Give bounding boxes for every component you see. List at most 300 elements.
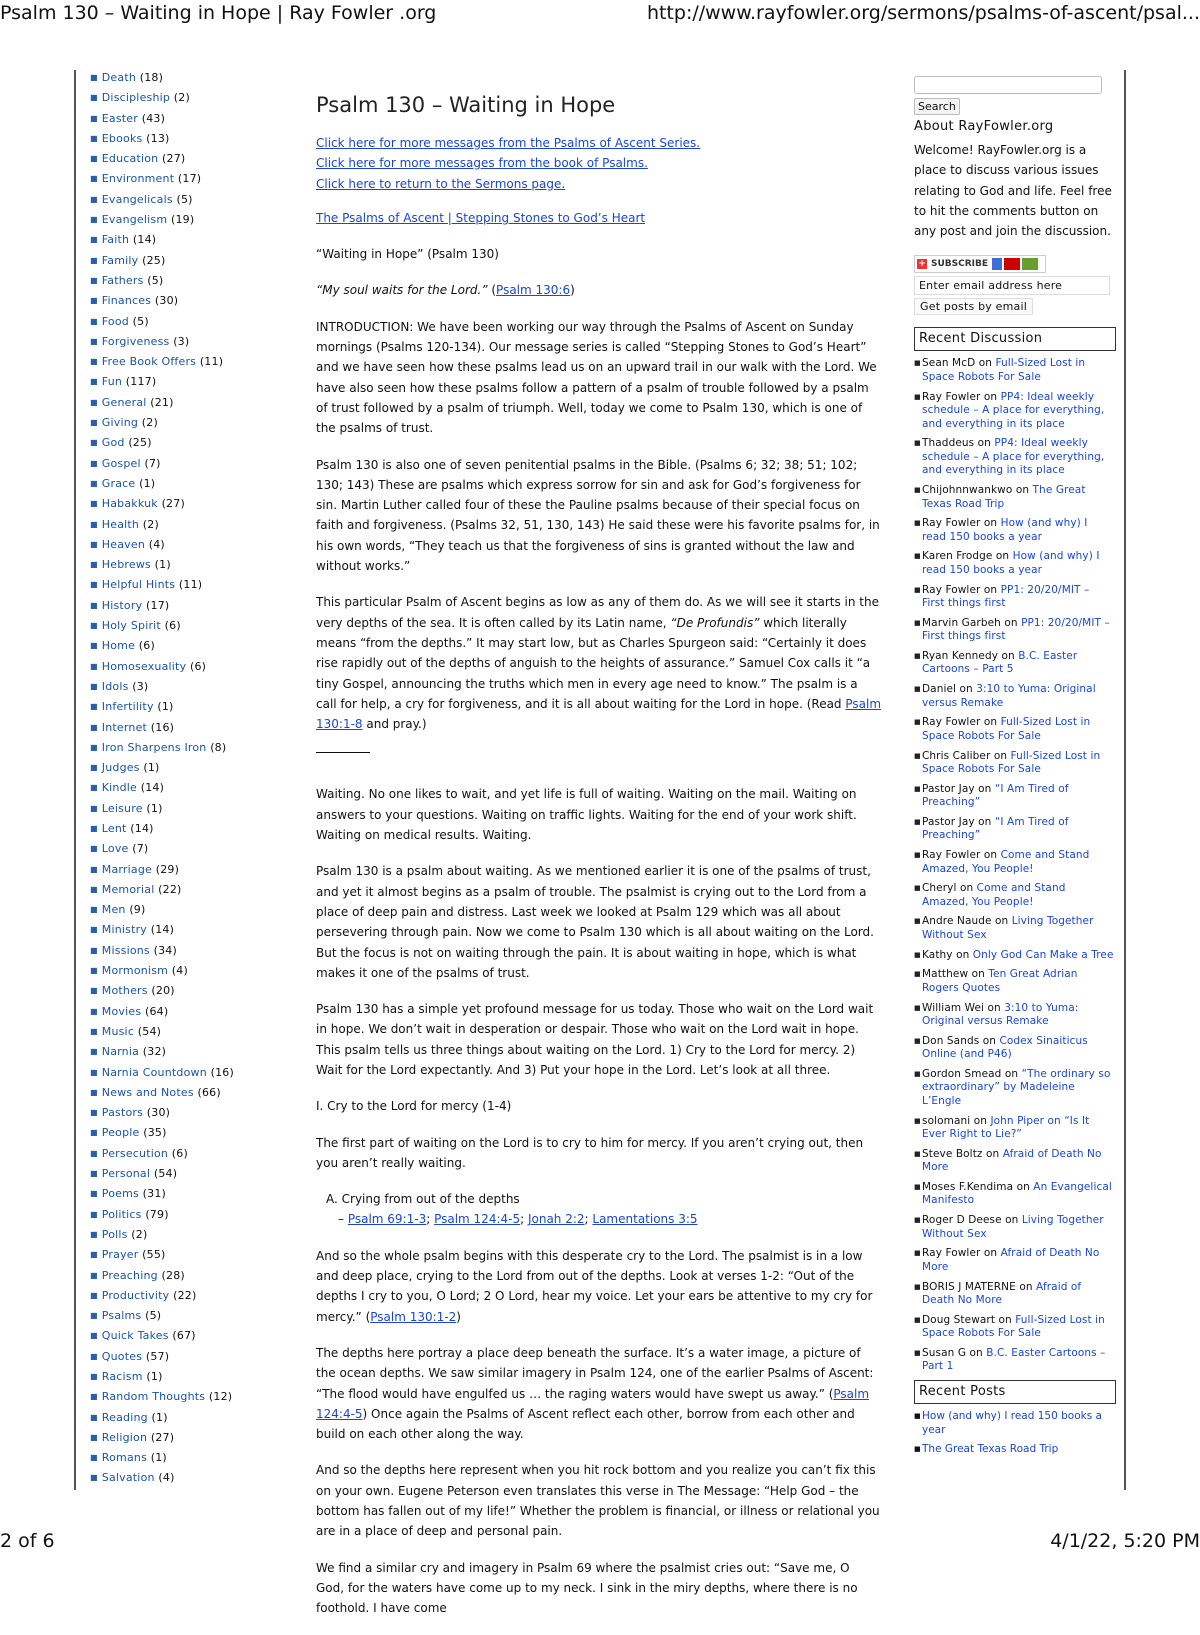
category-link[interactable]: God — [101, 436, 125, 450]
on-text: on — [975, 357, 996, 370]
bullet-icon: ■ — [90, 661, 98, 671]
category-link[interactable]: Prayer — [101, 1248, 139, 1262]
category-item — [90, 433, 290, 453]
recent-discussion-item — [914, 1281, 1114, 1308]
category-link[interactable]: Leisure — [101, 801, 143, 815]
category-item — [90, 920, 290, 940]
epigraph-ref-link[interactable]: Psalm 130:6 — [496, 283, 571, 298]
bullet-icon: ■ — [90, 1067, 98, 1077]
comment-post-link[interactable]: PP4: Ideal weekly schedule – A place for everything, and everything in its place — [922, 390, 1105, 430]
comment-post-link[interactable]: B.C. Easter Cartoons – Part 1 — [922, 1346, 1106, 1373]
category-link[interactable]: Ministry — [101, 923, 148, 937]
bullet-icon: ■ — [90, 945, 98, 955]
category-item — [90, 1083, 290, 1103]
psalm-124-4-5-link[interactable]: Psalm 124:4-5 — [316, 1386, 870, 1421]
category-link[interactable]: Music — [101, 1024, 135, 1038]
category-count: (27) — [161, 497, 185, 511]
right-sidebar — [914, 76, 1114, 1463]
bullet-icon: ■ — [914, 519, 921, 528]
category-link[interactable]: Environment — [101, 172, 175, 186]
category-link[interactable]: Grace — [101, 476, 136, 490]
category-count: (16) — [150, 720, 175, 734]
comment-post-link[interactable]: Full-Sized Lost in Space Robots For Sale — [922, 357, 1086, 383]
category-link[interactable]: People — [101, 1126, 140, 1140]
comment-post-link[interactable]: Come and Stand Amazed, You People! — [922, 882, 1066, 908]
category-link[interactable]: Idols — [101, 679, 129, 693]
epigraph-quote: “My soul waits for the Lord.” — [316, 283, 488, 298]
comment-post-link[interactable]: Full-Sized Lost in Space Robots For Sale — [922, 749, 1101, 776]
category-link[interactable]: Heaven — [101, 537, 145, 551]
category-item — [90, 616, 290, 636]
bullet-icon: ■ — [90, 702, 98, 712]
bullet-icon: ■ — [90, 986, 98, 996]
content-right-border — [1124, 70, 1126, 1490]
series-title-link[interactable]: The Psalms of Ascent | Stepping Stones to God’s Heart — [316, 210, 646, 225]
category-link[interactable]: Preaching — [101, 1268, 158, 1282]
bullet-icon: ■ — [914, 851, 921, 860]
comment-post-link[interactable]: How (and why) I read 150 books a year — [922, 550, 1100, 576]
paragraph-psalm-about-waiting: Psalm 130 is a psalm about waiting. As we mentioned earlier it is one of the psalms of trust, and yet it almost begins as a psalm of trouble. The psalmist is crying out to the Lord from a place of deep pain and distress. Last week we looked at Psalm 129 which was all about persevering through pain. Now we come to Psalm 130 which is all about waiting on the Lord. But the focus is not on waiting through the pain. It is about waiting in hope, which is what makes it one of the psalms of trust. — [316, 864, 874, 980]
bullet-icon: ■ — [914, 1249, 921, 1258]
recent-discussion-item — [914, 849, 1114, 876]
category-link[interactable]: Evangelicals — [101, 192, 173, 206]
category-link[interactable]: Infertility — [101, 700, 154, 714]
paragraph-three-things: Psalm 130 has a simple yet profound message for us today. Those who wait on the Lord wait in hope. We don’t wait in desperation or despair. Those who wait on the Lord wait in hope. This psalm tells us three things about waiting on the Lord. 1) Cry to the Lord for mercy. 2) Wait for the Lord expectantly. And 3) Put your hope in the Lord. Let’s look at all three. — [316, 1002, 874, 1077]
category-count: (4) — [148, 537, 165, 551]
search-input[interactable] — [914, 76, 1102, 94]
category-count: (2) — [131, 1227, 148, 1241]
category-link[interactable]: Romans — [101, 1451, 148, 1465]
category-item — [90, 494, 290, 514]
category-link[interactable]: Narnia Countdown — [101, 1065, 207, 1079]
categories-sidebar — [90, 68, 290, 1489]
category-link[interactable]: Internet — [101, 720, 148, 734]
category-link[interactable]: Missions — [101, 943, 150, 957]
comment-post-link[interactable]: Full-Sized Lost in Space Robots For Sale — [922, 1313, 1105, 1340]
comment-author: Steve Boltz — [922, 1147, 983, 1160]
comment-post-link[interactable]: John Piper on “Is It Ever Right to Lie?” — [922, 1114, 1090, 1141]
comment-post-link[interactable]: Afraid of Death No More — [922, 1247, 1100, 1273]
bullet-icon: ■ — [90, 864, 98, 874]
print-page-number: 2 of 6 — [0, 1530, 55, 1552]
category-count: (4) — [158, 1471, 175, 1485]
category-link[interactable]: Finances — [101, 294, 152, 308]
category-count: (79) — [145, 1207, 169, 1221]
category-count: (5) — [147, 273, 164, 287]
bullet-icon: ■ — [914, 685, 921, 694]
recent-discussion-item — [914, 1035, 1114, 1062]
comment-post-link[interactable]: “The ordinary so extraordinary” by Madeleine L’Engle — [922, 1067, 1111, 1107]
category-count: (57) — [145, 1349, 170, 1363]
paragraph-de-profundis — [316, 592, 881, 734]
category-count: (28) — [161, 1268, 185, 1282]
category-count: (30) — [146, 1106, 171, 1120]
comment-post-link[interactable]: PP1: 20/20/MIT – First things first — [922, 583, 1090, 610]
bullet-icon: ■ — [90, 93, 98, 103]
bullet-icon: ■ — [90, 1148, 98, 1158]
bullet-icon: ■ — [914, 1149, 921, 1158]
category-link[interactable]: Free Book Offers — [101, 355, 197, 369]
category-link[interactable]: Education — [101, 152, 159, 166]
about-title: About RayFowler.org — [914, 119, 1054, 134]
category-count: (5) — [176, 192, 193, 206]
bullet-icon: ■ — [914, 618, 921, 627]
category-link[interactable]: Random Thoughts — [101, 1390, 206, 1404]
category-link[interactable]: Iron Sharpens Iron — [101, 740, 207, 754]
on-text: on — [980, 390, 1001, 403]
category-item — [90, 454, 290, 474]
category-item — [90, 230, 290, 250]
category-link[interactable]: Mothers — [101, 984, 148, 998]
category-count: (1) — [146, 1370, 163, 1383]
recent-discussion-item — [914, 1148, 1114, 1175]
category-item — [90, 291, 290, 311]
category-link[interactable]: Personal — [101, 1167, 151, 1181]
category-item — [90, 860, 290, 880]
bullet-icon: ■ — [90, 1128, 98, 1138]
get-posts-by-email-button[interactable]: Get posts by email — [914, 298, 1033, 315]
bullet-icon: ■ — [914, 439, 921, 448]
bullet-icon: ■ — [90, 1229, 98, 1239]
category-link[interactable]: Reading — [101, 1410, 148, 1424]
comment-author: Daniel — [922, 683, 957, 696]
category-count: (1) — [154, 558, 171, 572]
comment-author: Cheryl — [922, 882, 957, 895]
comment-post-link[interactable]: PP4: Ideal weekly schedule – A place for everything, and everything in its place — [922, 437, 1105, 477]
category-item — [90, 312, 290, 332]
category-link[interactable]: Hebrews — [101, 558, 151, 572]
on-text: on — [970, 1114, 991, 1127]
category-link[interactable]: Love — [101, 842, 129, 856]
category-item — [90, 515, 290, 535]
comment-post-link[interactable]: Living Together Without Sex — [922, 915, 1094, 941]
comment-post-link[interactable]: 3:10 to Yuma: Original versus Remake — [922, 1001, 1079, 1028]
recent-discussion-item — [914, 1181, 1114, 1208]
category-item — [90, 535, 290, 555]
category-link[interactable]: Movies — [101, 1004, 142, 1018]
series-links — [316, 133, 881, 194]
bullet-icon: ■ — [914, 917, 921, 926]
section-divider — [316, 752, 370, 753]
comment-post-link[interactable]: “I Am Tired of Preaching” — [922, 815, 1069, 842]
bullet-icon: ■ — [90, 1209, 98, 1219]
comment-author: BORIS J MATERNE — [922, 1280, 1016, 1293]
category-link[interactable]: Death — [101, 71, 137, 84]
on-text: on — [982, 1147, 1003, 1160]
bullet-icon: ■ — [90, 560, 98, 570]
comment-author: Marvin Garbeh — [922, 616, 1001, 629]
bullet-icon: ■ — [90, 418, 98, 428]
category-link[interactable]: History — [101, 598, 143, 612]
category-item — [90, 1326, 290, 1346]
bullet-icon: ■ — [90, 844, 98, 854]
category-item — [90, 88, 290, 108]
category-item — [90, 941, 290, 961]
on-text: on — [974, 782, 995, 795]
category-link[interactable]: Health — [101, 517, 140, 531]
bullet-icon: ■ — [90, 1047, 98, 1057]
bullet-icon: ■ — [914, 718, 921, 727]
category-link[interactable]: Kindle — [101, 781, 138, 795]
category-link[interactable]: Homosexuality — [101, 659, 187, 673]
category-count: (20) — [151, 984, 175, 998]
text-run: ) — [456, 1309, 461, 1324]
category-link[interactable]: General — [101, 395, 147, 409]
recent-discussion-item — [914, 1068, 1114, 1109]
category-link[interactable]: Quotes — [101, 1349, 143, 1363]
category-link[interactable]: Food — [101, 314, 129, 328]
print-datetime: 4/1/22, 5:20 PM — [1050, 1530, 1200, 1552]
bullet-icon: ■ — [90, 438, 98, 448]
comment-post-link[interactable]: PP1: 20/20/MIT – First things first — [922, 616, 1110, 643]
comment-author: Doug Stewart — [922, 1313, 996, 1326]
comment-author: Pastor Jay — [922, 782, 975, 795]
comment-author: Ray Fowler — [922, 583, 981, 596]
category-link[interactable]: Productivity — [101, 1288, 170, 1302]
category-link[interactable]: News and Notes — [101, 1085, 194, 1099]
comment-author: Kathy — [922, 948, 953, 961]
category-item — [90, 880, 290, 900]
on-text: on — [974, 437, 995, 450]
print-footer — [0, 1528, 1200, 1554]
comment-post-link[interactable]: Only God Can Make a Tree — [972, 948, 1114, 961]
psalm-130-1-2-link[interactable]: Psalm 130:1-2 — [370, 1309, 457, 1324]
category-count: (13) — [146, 131, 170, 145]
bullet-icon: ■ — [90, 296, 98, 306]
category-count: (25) — [128, 436, 152, 450]
bullet-icon: ■ — [914, 1003, 921, 1012]
category-link[interactable]: Poems — [101, 1187, 139, 1201]
on-text: on — [980, 583, 1001, 596]
category-item — [90, 1164, 290, 1184]
category-link[interactable]: Forgiveness — [101, 334, 170, 348]
category-link[interactable]: Marriage — [101, 862, 152, 876]
comment-post-link[interactable]: Living Together Without Sex — [922, 1214, 1104, 1240]
comment-post-link[interactable]: “I Am Tired of Preaching” — [922, 782, 1069, 809]
recent-discussion-item — [914, 816, 1114, 843]
category-link[interactable]: Ebooks — [101, 131, 143, 145]
category-link[interactable]: Home — [101, 639, 136, 653]
category-count: (29) — [155, 862, 180, 876]
category-link[interactable]: Polls — [101, 1227, 128, 1241]
category-count: (14) — [150, 923, 175, 937]
on-text: on — [952, 948, 973, 961]
search-button[interactable]: Search — [914, 98, 960, 115]
comment-post-link[interactable]: An Evangelical Manifesto — [922, 1180, 1112, 1207]
comment-post-link[interactable]: Codex Sinaiticus Online (and P46) — [922, 1034, 1088, 1061]
category-link[interactable]: Pastors — [101, 1106, 144, 1120]
comment-post-link[interactable]: 3:10 to Yuma: Original versus Remake — [922, 683, 1096, 709]
psalm-69-link[interactable]: Psalm 69:1-3 — [347, 1212, 427, 1227]
bullet-icon: ■ — [90, 1026, 98, 1036]
bullet-icon: ■ — [90, 275, 98, 285]
category-count: (27) — [150, 1430, 175, 1444]
bullet-icon: ■ — [90, 154, 98, 164]
comment-author: Moses F.Kendima — [922, 1180, 1014, 1193]
category-link[interactable]: Lent — [101, 821, 127, 835]
comment-author: Ray Fowler — [922, 1247, 981, 1260]
category-count: (3) — [173, 334, 190, 348]
bullet-icon: ■ — [90, 1006, 98, 1016]
comment-post-link[interactable]: How (and why) I read 150 books a year — [922, 517, 1088, 543]
category-link[interactable]: Holy Spirit — [101, 619, 161, 633]
comment-author: William Wei — [922, 1001, 985, 1014]
bullet-icon: ■ — [914, 950, 921, 959]
category-item — [90, 839, 290, 859]
bullet-icon: ■ — [914, 1412, 921, 1421]
category-link[interactable]: Mormonism — [101, 964, 169, 978]
print-page-title: Psalm 130 – Waiting in Hope | Ray Fowler .org — [0, 2, 437, 24]
category-link[interactable]: Persecution — [101, 1146, 169, 1160]
recent-post-link[interactable]: The Great Texas Road Trip — [922, 1443, 1059, 1456]
category-item — [90, 372, 290, 392]
comment-author: Karen Frodge — [922, 550, 993, 563]
bullet-icon: ■ — [90, 763, 98, 773]
recent-discussion-item — [914, 882, 1114, 909]
category-item — [90, 1144, 290, 1164]
category-link[interactable]: Fathers — [101, 273, 144, 287]
sermons-page-link[interactable]: Click here to return to the Sermons page. — [316, 176, 566, 191]
jonah-link[interactable]: Jonah 2:2 — [527, 1212, 585, 1227]
category-count: (6) — [138, 639, 155, 653]
on-text: on — [979, 1034, 1000, 1047]
category-link[interactable]: Religion — [101, 1430, 148, 1444]
bullet-icon: ■ — [90, 73, 98, 82]
recent-discussion-item — [914, 750, 1114, 777]
recent-discussion-item — [914, 1214, 1114, 1241]
comment-author: Gordon Smead — [922, 1067, 1002, 1080]
bullet-icon: ■ — [90, 478, 98, 488]
bullet-icon: ■ — [90, 1351, 98, 1361]
category-link[interactable]: Habakkuk — [101, 497, 158, 511]
email-input[interactable]: Enter email address here — [914, 276, 1110, 295]
bullet-icon: ■ — [90, 519, 98, 529]
psalms-of-ascent-series-link[interactable]: Click here for more messages from the Psalms of Ascent Series. — [316, 136, 701, 150]
category-item — [90, 271, 290, 291]
comment-author: Ray Fowler — [922, 716, 981, 729]
category-link[interactable]: Evangelism — [101, 213, 168, 227]
category-link[interactable]: Politics — [101, 1207, 142, 1221]
epigraph — [316, 280, 881, 300]
psalm-130-1-8-link[interactable]: Psalm 130:1-8 — [316, 696, 882, 732]
comment-post-link[interactable]: Afraid of Death No More — [922, 1147, 1102, 1174]
bullet-icon: ■ — [90, 1432, 98, 1442]
sermon-title: “Waiting in Hope” (Psalm 130) — [316, 247, 499, 262]
recent-discussion-item — [914, 484, 1114, 511]
recent-discussion-list — [914, 357, 1114, 1373]
category-item — [90, 1448, 290, 1468]
category-count: (31) — [142, 1187, 167, 1201]
subscribe-button[interactable] — [914, 255, 1046, 273]
category-link[interactable]: Fun — [101, 375, 123, 389]
recent-post-link[interactable]: How (and why) I read 150 books a year — [922, 1410, 1102, 1436]
psalm-124-link[interactable]: Psalm 124:4-5 — [434, 1212, 521, 1227]
category-item — [90, 1042, 290, 1062]
paragraph-waiting: Waiting. No one likes to wait, and yet life is full of waiting. Waiting on the mail. Waiting on answers to your questions. Waiting on traffic lights. Waiting for the end of your work shift. Waiting on medical results. Waiting. — [316, 787, 857, 843]
recent-discussion-item — [914, 949, 1114, 963]
category-item — [90, 738, 290, 758]
comment-author: Andre Naude — [922, 915, 992, 928]
category-count: (6) — [171, 1146, 188, 1160]
bullet-icon: ■ — [90, 681, 98, 691]
point-a-refs — [326, 1209, 881, 1229]
on-text: on — [1015, 1280, 1037, 1293]
paragraph-penitential: Psalm 130 is also one of seven penitential psalms in the Bible. (Psalms 6; 32; 38; 51; 102; 130; 143) These are psalms which express sorrow for sin and ask for God’s forgiveness for sin. Martin Luther called four of these the Pauline psalms because of their special focus on faith and forgiveness. (Psalms 32, 51, 130, 143) He said these were his favorite psalms for, in his own words, “They teach us that the forgiveness of sins is granted without the law and without works.” — [316, 457, 880, 574]
category-link[interactable]: Men — [101, 903, 126, 917]
bullet-icon: ■ — [90, 499, 98, 509]
comment-author: solomani — [922, 1114, 971, 1127]
recent-discussion-item — [914, 1314, 1114, 1341]
category-link[interactable]: Memorial — [101, 882, 155, 896]
comment-post-link[interactable]: The Great Texas Road Trip — [922, 484, 1086, 510]
category-item — [90, 718, 290, 738]
category-count: (64) — [144, 1004, 169, 1018]
comment-post-link[interactable]: B.C. Easter Cartoons – Part 5 — [922, 649, 1078, 676]
category-link[interactable]: Gospel — [101, 456, 141, 470]
category-item — [90, 596, 290, 616]
bullet-icon: ■ — [90, 1331, 98, 1341]
category-item — [90, 1022, 290, 1042]
comment-post-link[interactable]: Full-Sized Lost in Space Robots For Sale — [922, 716, 1091, 742]
on-text: on — [980, 716, 1001, 729]
paragraph-psalm-69: We find a similar cry and imagery in Psalm 69 where the psalmist cries out: “Save me, O God, for the waters have come up to my neck. I sink in the miry depths, where there is no foothold. I have come — [316, 1560, 858, 1616]
category-count: (22) — [158, 882, 182, 896]
category-link[interactable]: Quick Takes — [101, 1329, 169, 1343]
category-link[interactable]: Racism — [101, 1370, 143, 1383]
category-link[interactable]: Faith — [101, 233, 130, 247]
bullet-icon: ■ — [914, 784, 921, 793]
category-count: (22) — [173, 1288, 197, 1302]
category-item — [90, 1103, 290, 1123]
category-link[interactable]: Judges — [101, 761, 140, 775]
bullet-icon: ■ — [90, 1290, 98, 1300]
category-link[interactable]: Salvation — [101, 1471, 155, 1485]
lamentations-link[interactable]: Lamentations 3:5 — [592, 1212, 698, 1227]
bullet-icon: ■ — [90, 641, 98, 651]
category-item — [90, 169, 290, 189]
category-count: (16) — [210, 1065, 234, 1079]
subscribe-label: SUBSCRIBE — [931, 259, 989, 270]
bullet-icon: ■ — [90, 722, 98, 732]
comment-post-link[interactable]: Ten Great Adrian Rogers Quotes — [922, 968, 1078, 994]
recent-discussion-item — [914, 968, 1114, 995]
comment-post-link[interactable]: Come and Stand Amazed, You People! — [922, 849, 1090, 875]
book-of-psalms-link[interactable]: Click here for more messages from the book of Psalms. — [316, 156, 648, 171]
category-count: (1) — [150, 1451, 167, 1465]
category-count: (11) — [178, 578, 203, 592]
category-link[interactable]: Narnia — [101, 1045, 140, 1059]
bullet-icon: ■ — [90, 1473, 98, 1483]
bullet-icon: ■ — [90, 1372, 98, 1381]
category-link[interactable]: Family — [101, 253, 139, 267]
category-link[interactable]: Discipleship — [101, 91, 171, 105]
category-item — [90, 575, 290, 595]
recent-discussion-item — [914, 437, 1114, 478]
category-link[interactable]: Giving — [101, 416, 139, 430]
bullet-icon: ■ — [90, 783, 98, 793]
category-item — [90, 657, 290, 677]
recent-discussion-item — [914, 1347, 1114, 1374]
category-count: (14) — [140, 781, 165, 795]
category-item — [90, 149, 290, 169]
comment-post-link[interactable]: Afraid of Death No More — [922, 1280, 1082, 1307]
dash: – — [338, 1212, 348, 1227]
category-link[interactable]: Helpful Hints — [101, 578, 176, 592]
category-link[interactable]: Easter — [101, 111, 138, 125]
bullet-icon: ■ — [914, 651, 921, 660]
category-link[interactable]: Psalms — [101, 1309, 142, 1323]
category-item — [90, 251, 290, 271]
